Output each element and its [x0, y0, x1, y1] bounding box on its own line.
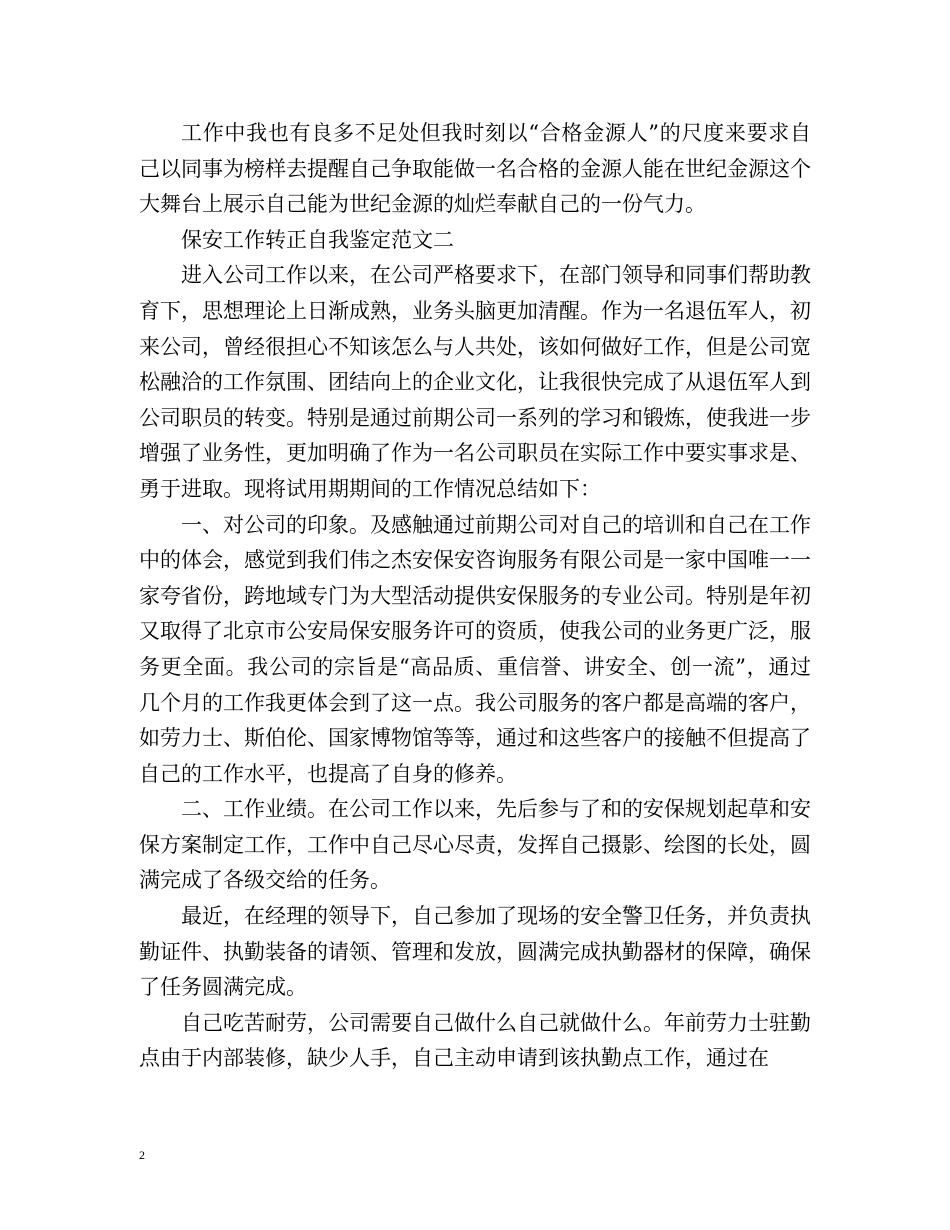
paragraph-2: 进入公司工作以来，在公司严格要求下，在部门领导和同事们帮助教育下，思想理论上日渐成熟，业务头脑更加清醒。作为一名退伍军人，初来公司，曾经很担心不知该怎么与人共处，该如何做好工作，但是公司宽松融洽的工作氛围、团结向上的企业文化，让我很快完成了从退伍军人到公司职员的转变。特别是通过前期公司一系列的学习和锻炼，使我进一步增强了业务性，更加明确了作为一名公司职员在实际工作中要实事求是、勇于进取。现将试用期期间的工作情况总结如下：	[139, 263, 811, 501]
paragraph-5: 最近，在经理的领导下，自己参加了现场的安全警卫任务，并负责执勤证件、执勤装备的请领、管理和发放，圆满完成执勤器材的保障，确保了任务圆满完成。	[139, 904, 811, 1000]
page-number: 2	[139, 1148, 145, 1162]
paragraph-6: 自己吃苦耐劳，公司需要自己做什么自己就做什么。年前劳力士驻勤点由于内部装修，缺少人手，自己主动申请到该执勤点工作，通过在	[139, 1010, 811, 1071]
section-heading: 保安工作转正自我鉴定范文二	[181, 227, 454, 252]
document-body	[139, 116, 811, 1077]
paragraph-1: 工作中我也有良多不足处但我时刻以“合格金源人”的尺度来要求自己以同事为榜样去提醒自己争取能做一名合格的金源人能在世纪金源这个大舞台上展示自己能为世纪金源的灿烂奉献自己的一份气力。	[139, 121, 811, 217]
paragraph-3: 一、对公司的印象。及感触通过前期公司对自己的培训和自己在工作中的体会，感觉到我们伟之杰安保安咨询服务有限公司是一家中国唯一一家夸省份，跨地域专门为大型活动提供安保服务的专业公司。特别是年初又取得了北京市公安局保安服务许可的资质，使我公司的业务更广泛，服务更全面。我公司的宗旨是“高品质、重信誉、讲安全、创一流”，通过几个月的工作我更体会到了这一点。我公司服务的客户都是高端的客户，如劳力士、斯伯伦、国家博物馆等等，通过和这些客户的接触不但提高了自己的工作水平，也提高了自身的修养。	[139, 512, 811, 786]
paragraph-4: 二、工作业绩。在公司工作以来，先后参与了和的安保规划起草和安保方案制定工作，工作中自己尽心尽责，发挥自己摄影、绘图的长处，圆满完成了各级交给的任务。	[139, 797, 811, 893]
